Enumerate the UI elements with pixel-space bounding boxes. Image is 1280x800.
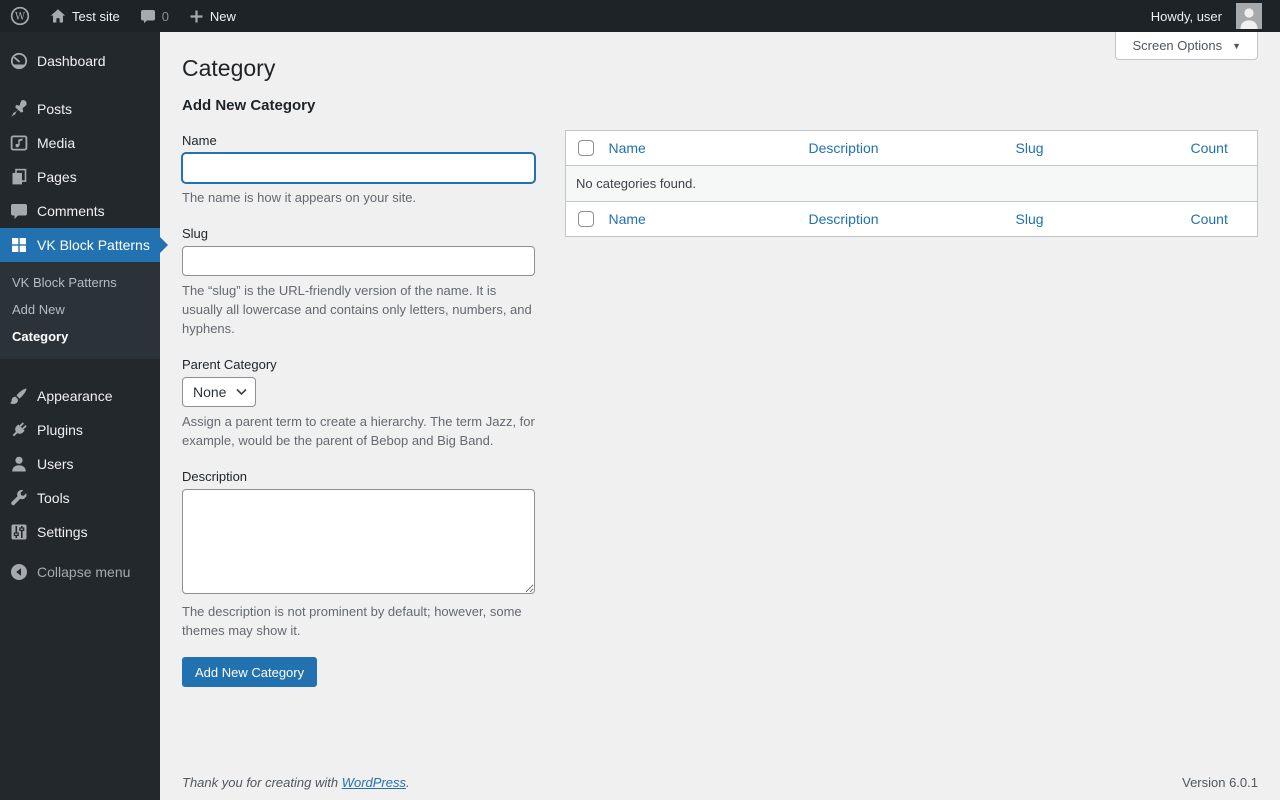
sidebar-item-label: Media (37, 135, 76, 151)
site-name: Test site (72, 8, 120, 24)
comments-moderation-link[interactable] (130, 0, 179, 32)
parent-category-help-text: Assign a parent term to create a hierarchy. The term Jazz, for example, would be the parent of Bebop and Big Band. (182, 414, 535, 448)
sidebar-item-settings[interactable] (0, 515, 160, 549)
visit-site-link[interactable] (40, 0, 130, 32)
sidebar-item-label: Pages (37, 169, 77, 185)
sidebar-item-dashboard[interactable] (0, 44, 160, 78)
comment-bubble-icon (140, 8, 156, 24)
comment-icon (9, 201, 29, 221)
user-icon (9, 454, 29, 474)
footer-thanks (182, 775, 410, 790)
empty-row (566, 166, 1258, 202)
my-account-menu[interactable] (1141, 0, 1272, 32)
version-text: Version 6.0.1 (1182, 775, 1258, 790)
sidebar-item-comments[interactable] (0, 194, 160, 228)
new-label: New (209, 8, 236, 24)
menu-separator (0, 359, 160, 379)
sidebar-item-tools[interactable] (0, 481, 160, 515)
footer-thanks-period: . (406, 775, 410, 790)
submenu-item-vk-block-patterns[interactable]: VK Block Patterns (12, 275, 117, 290)
sort-count-column[interactable]: Count (1190, 211, 1228, 227)
slug-label: Slug (182, 226, 209, 241)
plug-icon (9, 420, 29, 440)
sidebar-item-label: Posts (37, 101, 73, 117)
home-icon (50, 8, 66, 24)
dashboard-icon (9, 51, 29, 71)
wrench-icon (9, 488, 29, 508)
description-help-text: The description is not prominent by default; however, some themes may show it. (182, 604, 522, 638)
sidebar-item-label: Dashboard (37, 53, 106, 69)
sidebar-item-label: Collapse menu (37, 564, 131, 580)
select-all-checkbox[interactable] (578, 140, 594, 156)
media-icon (9, 133, 29, 153)
sidebar-item-label: Settings (37, 524, 88, 540)
submenu-item-category[interactable]: Category (12, 329, 69, 344)
sidebar-item-plugins[interactable] (0, 413, 160, 447)
pages-icon (9, 167, 29, 187)
collapse-icon (9, 562, 29, 582)
screen-options-button[interactable] (1115, 32, 1258, 60)
sidebar-item-label: Comments (37, 203, 105, 219)
brush-icon (9, 386, 29, 406)
comments-count: 0 (161, 8, 169, 24)
sort-count-column[interactable]: Count (1190, 140, 1228, 156)
wordpress-link[interactable]: WordPress (341, 775, 406, 790)
admin-bar (0, 0, 1280, 32)
plus-icon (189, 9, 204, 24)
content-area (160, 32, 1280, 800)
collapse-menu-button[interactable] (0, 555, 160, 589)
sidebar-item-users[interactable] (0, 447, 160, 481)
screen-options-label: Screen Options (1132, 38, 1223, 53)
slug-help-text: The “slug” is the URL-friendly version of the name. It is usually all lowercase and contains only letters, numbers, and hyphens. (182, 283, 532, 336)
select-all-checkbox[interactable] (578, 211, 594, 227)
vk-block-patterns-submenu (0, 262, 160, 359)
slug-input[interactable] (182, 246, 535, 276)
name-input[interactable] (182, 153, 535, 183)
pushpin-icon (9, 99, 29, 119)
submenu-item-add-new[interactable]: Add New (12, 302, 65, 317)
sidebar-item-label: VK Block Patterns (37, 237, 150, 253)
wordpress-logo-icon (10, 6, 30, 26)
parent-category-label: Parent Category (182, 357, 277, 372)
parent-category-select[interactable] (182, 377, 256, 407)
menu-separator (0, 78, 160, 92)
svg-text:W: W (14, 11, 26, 23)
user-avatar (1236, 3, 1262, 29)
name-help-text: The name is how it appears on your site. (182, 190, 417, 205)
description-label: Description (182, 469, 248, 484)
sort-description-column[interactable]: Description (808, 211, 879, 227)
howdy-text: Howdy, user (1150, 8, 1222, 24)
categories-table-wrap (565, 130, 1258, 237)
sidebar-item-posts[interactable] (0, 92, 160, 126)
form-heading: Add New Category (182, 97, 316, 114)
sort-slug-column[interactable]: Slug (1015, 211, 1044, 227)
sidebar-item-pages[interactable] (0, 160, 160, 194)
categories-table (565, 130, 1258, 237)
sort-slug-column[interactable]: Slug (1015, 140, 1044, 156)
sidebar-item-label: Appearance (37, 388, 113, 404)
sidebar-item-label: Plugins (37, 422, 83, 438)
sort-description-column[interactable]: Description (808, 140, 879, 156)
sidebar-item-vk-block-patterns[interactable] (0, 228, 160, 262)
table-header-row (566, 131, 1258, 166)
chevron-down-icon: ▼ (1232, 40, 1241, 51)
add-new-category-button[interactable]: Add New Category (182, 657, 317, 687)
sidebar-item-appearance[interactable] (0, 379, 160, 413)
sidebar-item-label: Users (37, 456, 74, 472)
name-label: Name (182, 133, 217, 148)
new-content-menu[interactable] (179, 0, 246, 32)
sidebar-item-label: Tools (37, 490, 70, 506)
settings-icon (9, 522, 29, 542)
sort-name-column[interactable]: Name (608, 211, 646, 227)
wordpress-logo-menu[interactable] (0, 0, 40, 32)
add-category-form (182, 83, 535, 687)
table-footer-row (566, 202, 1258, 237)
admin-menu (0, 32, 160, 800)
sidebar-item-media[interactable] (0, 126, 160, 160)
footer-thanks-text: Thank you for creating with (182, 775, 342, 790)
admin-footer (182, 775, 1258, 790)
sort-name-column[interactable]: Name (608, 140, 646, 156)
description-textarea[interactable] (182, 489, 535, 594)
grid-icon (9, 235, 29, 255)
empty-message: No categories found. (576, 176, 696, 191)
page-title: Category (182, 55, 276, 81)
